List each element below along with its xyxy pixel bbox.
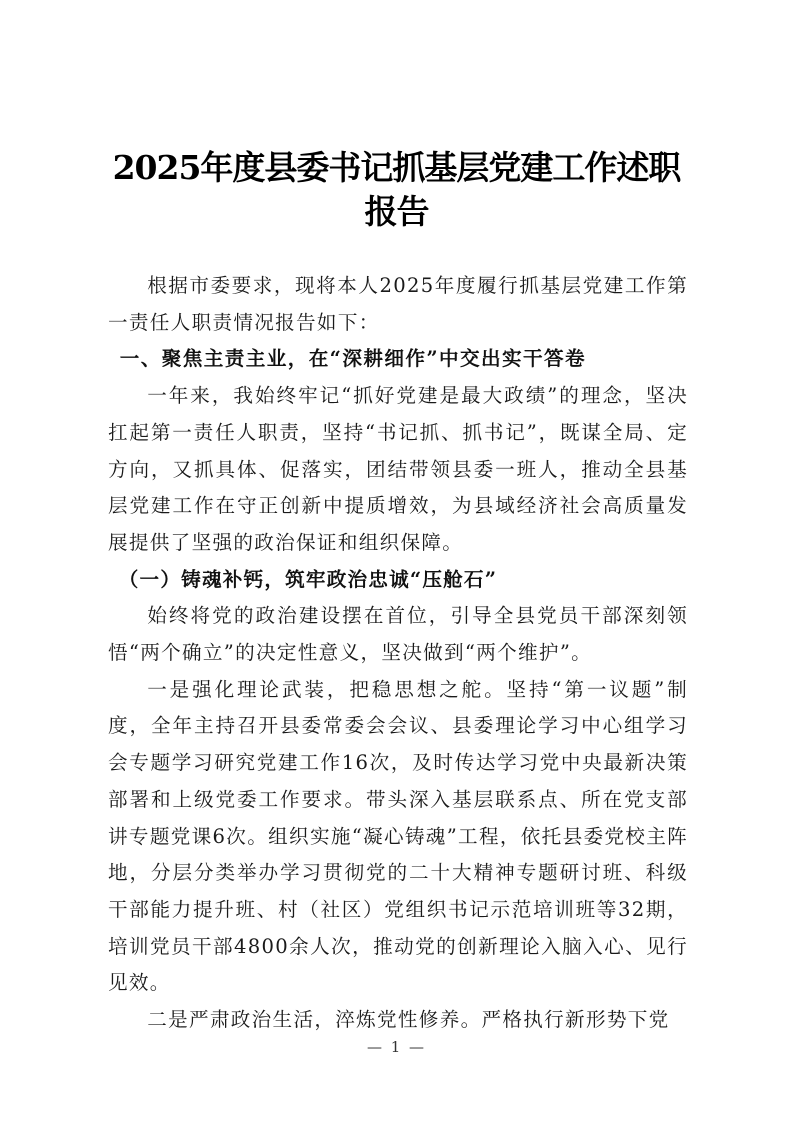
page-number: — 1 —: [366, 1038, 427, 1056]
document-body: [108, 268, 688, 1039]
subsection-heading-1: （一）铸魂补钙，筑牢政治忠诚“压舱石”: [118, 567, 498, 591]
intro-paragraph: 根据市委要求，现将本人2025年度履行抓基层党建工作第一责任人职责情况报告如下：: [108, 274, 688, 334]
body-paragraph: 一是强化理论武装，把稳思想之舵。坚持“第一议题”制度，全年主持召开县委常委会会议、县委理论学习中心组学习会专题学习研究党建工作16次，及时传达学习党中央最新决策部署和上级党委工作要求。带头深入基层联系点、所在党支部讲专题党课6次。组织实施“凝心铸魂”工程，依托县委党校主阵地，分层分类举办学习贯彻党的二十大精神专题研讨班、科级干部能力提升班、村（社区）党组织书记示范培训班等32期，培训党员干部4800余人次，推动党的创新理论入脑入心、见行见效。: [108, 677, 688, 995]
body-paragraph: 二是严肃政治生活，淬炼党性修养。严格执行新形势下党: [147, 1008, 670, 1032]
section-heading-1: 一、聚焦主责主业，在“深耕细作”中交出实干答卷: [119, 347, 586, 371]
body-paragraph: 一年来，我始终牢记“抓好党建是最大政绩”的理念，坚决扛起第一责任人职责，坚持“书记抓、抓书记”，既谋全局、定方向，又抓具体、促落实，团结带领县委一班人，推动全县基层党建工作在守正创新中提质增效，为县域经济社会高质量发展提供了坚强的政治保证和组织保障。: [108, 384, 688, 554]
body-paragraph: 始终将党的政治建设摆在首位，引导全县党员干部深刻领悟“两个确立”的决定性意义，坚决做到“两个维护”。: [108, 604, 688, 665]
document-title: 2025年度县委书记抓基层党建工作述职报告: [112, 148, 681, 231]
